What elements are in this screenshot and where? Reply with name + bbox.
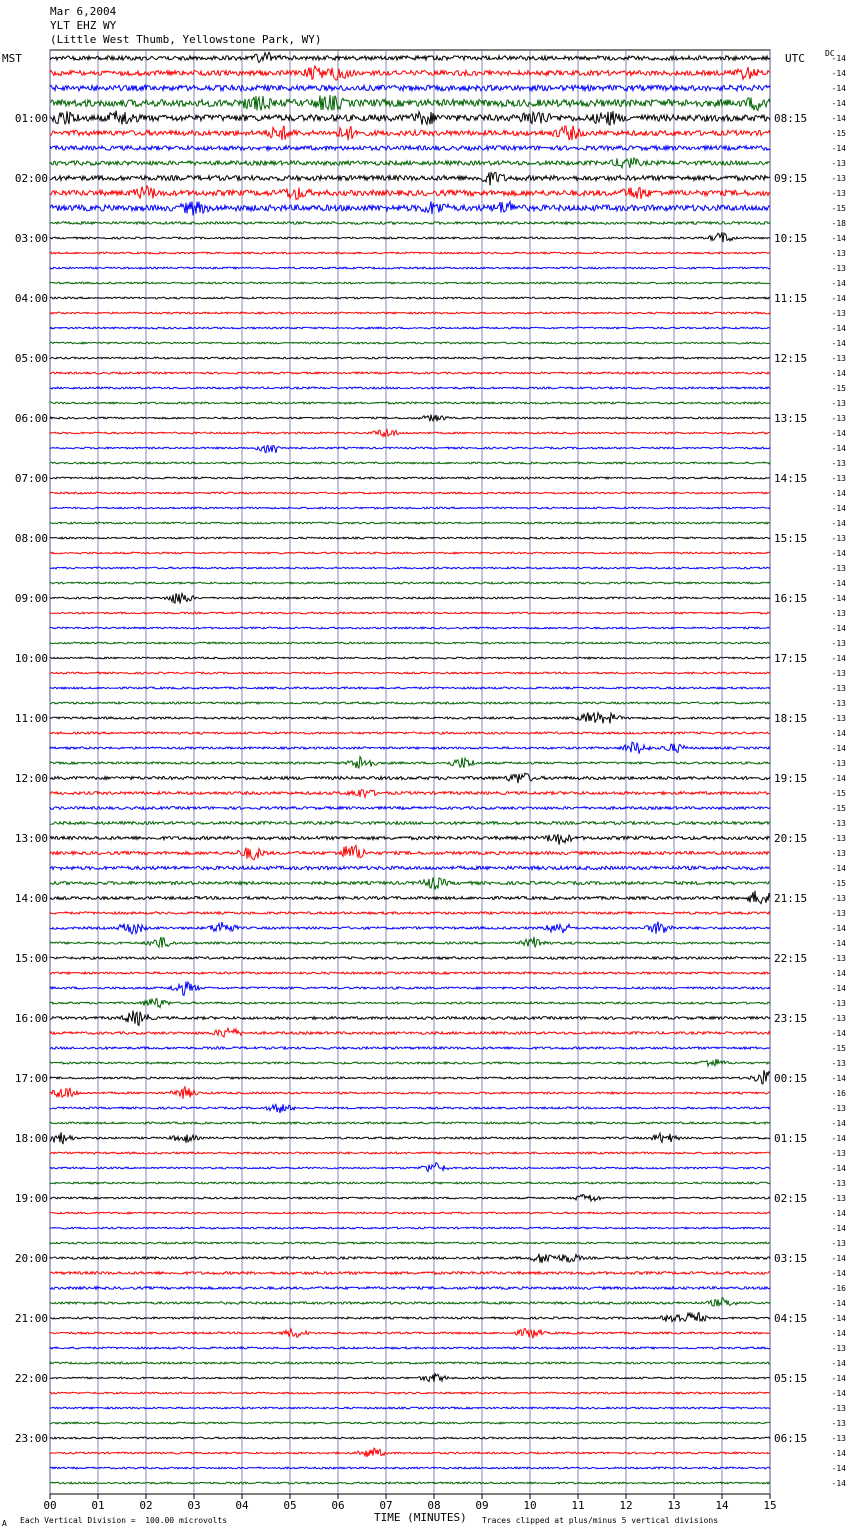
left-hour-label: 19:00 bbox=[14, 1192, 48, 1205]
x-tick-label: 00 bbox=[43, 1499, 57, 1512]
dc-offset-label: -13 bbox=[831, 249, 846, 258]
seismic-trace bbox=[50, 312, 770, 314]
right-hour-label: 22:15 bbox=[774, 952, 808, 965]
seismic-trace bbox=[50, 790, 770, 798]
seismic-trace bbox=[50, 267, 770, 269]
left-timezone-label: MST bbox=[2, 52, 22, 65]
dc-offset-label: -14 bbox=[831, 519, 846, 528]
dc-offset-label: -14 bbox=[831, 504, 846, 513]
dc-offset-label: -13 bbox=[831, 399, 846, 408]
dc-offset-label: -14 bbox=[831, 1254, 846, 1263]
dc-offset-label: -13 bbox=[831, 459, 846, 468]
seismic-trace bbox=[50, 1122, 770, 1124]
seismic-trace bbox=[50, 552, 770, 554]
dc-offset-label: -13 bbox=[831, 909, 846, 918]
dc-offset-label: -13 bbox=[831, 1239, 846, 1248]
seismic-trace bbox=[50, 1467, 770, 1469]
seismic-trace bbox=[50, 415, 770, 422]
dc-offset-label: -15 bbox=[831, 789, 846, 798]
dc-offset-label: -14 bbox=[831, 369, 846, 378]
seismic-trace bbox=[50, 172, 770, 185]
dc-offset-label: -13 bbox=[831, 684, 846, 693]
seismic-trace bbox=[50, 1347, 770, 1349]
dc-offset-label: -14 bbox=[831, 84, 846, 93]
dc-offset-label: -16 bbox=[831, 1284, 846, 1293]
dc-offset-label: -14 bbox=[831, 339, 846, 348]
x-tick-label: 01 bbox=[91, 1499, 105, 1512]
seismic-trace bbox=[50, 282, 770, 284]
seismic-trace bbox=[50, 201, 770, 215]
seismic-trace bbox=[50, 126, 770, 141]
left-hour-label: 02:00 bbox=[14, 172, 48, 185]
dc-offset-label: -14 bbox=[831, 144, 846, 153]
footer-clip-note: Traces clipped at plus/minus 5 vertical divisions bbox=[482, 1516, 719, 1525]
seismic-trace bbox=[50, 1328, 770, 1338]
seismic-trace bbox=[50, 845, 770, 859]
dc-offset-label: -13 bbox=[831, 1104, 846, 1113]
dc-offset-label: -13 bbox=[831, 849, 846, 858]
dc-offset-label: -14 bbox=[831, 744, 846, 753]
seismic-trace bbox=[50, 1028, 770, 1037]
seismic-trace bbox=[50, 822, 770, 825]
x-tick-label: 04 bbox=[235, 1499, 249, 1512]
right-hour-label: 06:15 bbox=[774, 1432, 808, 1445]
dc-offset-label: -14 bbox=[831, 1119, 846, 1128]
right-hour-label: 09:15 bbox=[774, 172, 808, 185]
seismic-trace bbox=[50, 773, 770, 783]
seismic-trace bbox=[50, 186, 770, 200]
station-code: YLT EHZ WY bbox=[50, 19, 117, 32]
seismic-trace bbox=[50, 567, 770, 569]
seismic-trace bbox=[50, 1227, 770, 1229]
dc-offset-label: -14 bbox=[831, 594, 846, 603]
seismic-trace bbox=[50, 252, 770, 254]
seismic-trace bbox=[50, 1182, 770, 1184]
seismic-trace bbox=[50, 1011, 770, 1026]
footer-scale: Each Vertical Division = 100.00 microvolts bbox=[20, 1516, 228, 1525]
dc-offset-label: -13 bbox=[831, 954, 846, 963]
x-tick-label: 10 bbox=[523, 1499, 537, 1512]
seismic-trace bbox=[50, 1212, 770, 1214]
dc-offset-label: -13 bbox=[831, 1344, 846, 1353]
dc-offset-label: -13 bbox=[831, 1014, 846, 1023]
seismic-trace bbox=[50, 1373, 770, 1382]
dc-offset-label: -13 bbox=[831, 159, 846, 168]
left-hour-label: 23:00 bbox=[14, 1432, 48, 1445]
x-tick-label: 09 bbox=[475, 1499, 489, 1512]
dc-offset-label: -14 bbox=[831, 429, 846, 438]
right-hour-label: 08:15 bbox=[774, 112, 808, 125]
dc-offset-label: -14 bbox=[831, 1479, 846, 1488]
dc-offset-label: -14 bbox=[831, 54, 846, 63]
seismic-trace bbox=[50, 807, 770, 810]
left-hour-label: 15:00 bbox=[14, 952, 48, 965]
dc-offset-label: -14 bbox=[831, 774, 846, 783]
dc-offset-label: -13 bbox=[831, 609, 846, 618]
dc-offset-label: -14 bbox=[831, 279, 846, 288]
dc-offset-label: -14 bbox=[831, 1389, 846, 1398]
dc-offset-label: -13 bbox=[831, 474, 846, 483]
dc-offset-label: -14 bbox=[831, 1269, 846, 1278]
seismic-trace bbox=[50, 445, 770, 453]
dc-offset-label: -14 bbox=[831, 1164, 846, 1173]
dc-offset-label: -13 bbox=[831, 669, 846, 678]
left-hour-label: 04:00 bbox=[14, 292, 48, 305]
seismic-trace bbox=[50, 146, 770, 150]
dc-offset-label: -14 bbox=[831, 984, 846, 993]
dc-offset-label: -15 bbox=[831, 384, 846, 393]
seismic-trace bbox=[50, 507, 770, 509]
seismic-trace bbox=[50, 1059, 770, 1066]
dc-offset-label: -14 bbox=[831, 969, 846, 978]
dc-offset-label: -13 bbox=[831, 264, 846, 273]
dc-offset-label: -15 bbox=[831, 204, 846, 213]
seismic-trace bbox=[50, 1104, 770, 1113]
seismic-trace bbox=[50, 1254, 770, 1263]
seismic-trace bbox=[50, 1392, 770, 1394]
dc-offset-label: -13 bbox=[831, 309, 846, 318]
seismic-trace bbox=[50, 111, 770, 126]
right-hour-label: 10:15 bbox=[774, 232, 808, 245]
right-hour-label: 23:15 bbox=[774, 1012, 808, 1025]
dc-offset-label: -14 bbox=[831, 654, 846, 663]
dc-offset-label: -13 bbox=[831, 759, 846, 768]
seismic-trace bbox=[50, 1272, 770, 1275]
left-hour-label: 22:00 bbox=[14, 1372, 48, 1385]
seismic-trace bbox=[50, 1163, 770, 1172]
seismic-trace bbox=[50, 732, 770, 734]
seismic-trace bbox=[50, 372, 770, 374]
seismic-trace bbox=[50, 357, 770, 359]
dc-offset-label: -13 bbox=[831, 1194, 846, 1203]
dc-offset-label: -14 bbox=[831, 1464, 846, 1473]
x-axis-title: TIME (MINUTES) bbox=[374, 1511, 467, 1524]
seismic-trace bbox=[50, 1070, 770, 1084]
dc-offset-label: -14 bbox=[831, 99, 846, 108]
left-hour-label: 06:00 bbox=[14, 412, 48, 425]
right-hour-label: 13:15 bbox=[774, 412, 808, 425]
left-hour-label: 10:00 bbox=[14, 652, 48, 665]
seismic-trace bbox=[50, 52, 770, 62]
seismic-trace bbox=[50, 713, 770, 724]
seismic-trace bbox=[50, 627, 770, 629]
dc-offset-label: -13 bbox=[831, 894, 846, 903]
right-hour-label: 16:15 bbox=[774, 592, 808, 605]
seismic-trace bbox=[50, 85, 770, 91]
dc-offset-label: -14 bbox=[831, 1449, 846, 1458]
dc-offset-label: -13 bbox=[831, 834, 846, 843]
right-hour-label: 05:15 bbox=[774, 1372, 808, 1385]
seismic-trace bbox=[50, 878, 770, 890]
seismic-trace bbox=[50, 1448, 770, 1457]
left-hour-label: 13:00 bbox=[14, 832, 48, 845]
dc-offset-label: -13 bbox=[831, 714, 846, 723]
left-hour-label: 21:00 bbox=[14, 1312, 48, 1325]
x-tick-label: 07 bbox=[379, 1499, 393, 1512]
seismic-trace bbox=[50, 687, 770, 689]
x-tick-label: 06 bbox=[331, 1499, 345, 1512]
seismic-trace bbox=[50, 1407, 770, 1409]
seismic-trace bbox=[50, 1482, 770, 1484]
right-hour-label: 20:15 bbox=[774, 832, 808, 845]
seismic-trace bbox=[50, 1152, 770, 1154]
right-hour-label: 14:15 bbox=[774, 472, 808, 485]
seismic-trace bbox=[50, 1362, 770, 1364]
seismic-trace bbox=[50, 66, 770, 80]
right-hour-label: 19:15 bbox=[774, 772, 808, 785]
x-tick-label: 13 bbox=[667, 1499, 681, 1512]
dc-offset-label: -13 bbox=[831, 354, 846, 363]
seismic-trace bbox=[50, 957, 770, 959]
seismic-trace bbox=[50, 1047, 770, 1049]
seismic-trace bbox=[50, 937, 770, 948]
seismic-trace bbox=[50, 158, 770, 168]
left-hour-label: 01:00 bbox=[14, 112, 48, 125]
dc-offset-label: -16 bbox=[831, 1089, 846, 1098]
seismic-trace bbox=[50, 1132, 770, 1144]
dc-offset-label: -13 bbox=[831, 1179, 846, 1188]
x-tick-label: 14 bbox=[715, 1499, 729, 1512]
dc-offset-label: -13 bbox=[831, 999, 846, 1008]
dc-offset-label: -13 bbox=[831, 174, 846, 183]
left-hour-label: 18:00 bbox=[14, 1132, 48, 1145]
dc-offset-label: -14 bbox=[831, 114, 846, 123]
dc-offset-label: -14 bbox=[831, 1209, 846, 1218]
seismic-trace bbox=[50, 1422, 770, 1424]
left-hour-label: 16:00 bbox=[14, 1012, 48, 1025]
right-hour-label: 17:15 bbox=[774, 652, 808, 665]
dc-offset-label: -14 bbox=[831, 324, 846, 333]
dc-offset-label: -14 bbox=[831, 234, 846, 243]
seismic-trace bbox=[50, 222, 770, 225]
dc-offset-label: -14 bbox=[831, 1314, 846, 1323]
seismic-trace bbox=[50, 522, 770, 524]
dc-offset-label: -14 bbox=[831, 729, 846, 738]
seismic-trace bbox=[50, 402, 770, 404]
dc-offset-label: -14 bbox=[831, 1329, 846, 1338]
dc-label: DC bbox=[825, 49, 835, 58]
x-tick-label: 11 bbox=[571, 1499, 585, 1512]
seismic-trace bbox=[50, 982, 770, 996]
dc-offset-label: -14 bbox=[831, 1299, 846, 1308]
left-hour-label: 05:00 bbox=[14, 352, 48, 365]
chart-date: Mar 6,2004 bbox=[50, 5, 117, 18]
seismic-trace bbox=[50, 702, 770, 704]
dc-offset-label: -14 bbox=[831, 1074, 846, 1083]
footer-mark: A bbox=[2, 1519, 7, 1528]
dc-offset-label: -14 bbox=[831, 1134, 846, 1143]
right-timezone-label: UTC bbox=[785, 52, 805, 65]
dc-offset-label: -14 bbox=[831, 939, 846, 948]
left-hour-label: 09:00 bbox=[14, 592, 48, 605]
x-tick-label: 02 bbox=[139, 1499, 153, 1512]
dc-offset-label: -13 bbox=[831, 414, 846, 423]
right-hour-label: 11:15 bbox=[774, 292, 808, 305]
x-tick-label: 15 bbox=[763, 1499, 777, 1512]
dc-offset-label: -13 bbox=[831, 1149, 846, 1158]
label-group bbox=[15, 54, 846, 1512]
dc-offset-label: -14 bbox=[831, 1374, 846, 1383]
dc-offset-label: -13 bbox=[831, 1059, 846, 1068]
dc-offset-label: -14 bbox=[831, 549, 846, 558]
dc-offset-label: -14 bbox=[831, 924, 846, 933]
seismic-trace bbox=[50, 972, 770, 974]
dc-offset-label: -13 bbox=[831, 819, 846, 828]
seismic-trace bbox=[50, 342, 770, 344]
dc-offset-label: -14 bbox=[831, 1029, 846, 1038]
seismic-trace bbox=[50, 537, 770, 539]
right-hour-label: 12:15 bbox=[774, 352, 808, 365]
dc-offset-label: -15 bbox=[831, 1044, 846, 1053]
dc-offset-label: -13 bbox=[831, 1404, 846, 1413]
seismic-trace bbox=[50, 492, 770, 494]
x-tick-label: 03 bbox=[187, 1499, 201, 1512]
seismic-trace bbox=[50, 1437, 770, 1439]
seismic-trace bbox=[50, 922, 770, 934]
seismic-trace bbox=[50, 912, 770, 914]
seismic-trace bbox=[50, 232, 770, 242]
left-hour-label: 20:00 bbox=[14, 1252, 48, 1265]
left-hour-label: 08:00 bbox=[14, 532, 48, 545]
right-hour-label: 21:15 bbox=[774, 892, 808, 905]
seismic-trace bbox=[50, 866, 770, 870]
seismic-trace bbox=[50, 891, 770, 904]
seismic-trace bbox=[50, 1298, 770, 1307]
dc-offset-label: -14 bbox=[831, 1224, 846, 1233]
x-tick-label: 08 bbox=[427, 1499, 441, 1512]
right-hour-label: 15:15 bbox=[774, 532, 808, 545]
seismic-trace bbox=[50, 1287, 770, 1290]
seismic-trace bbox=[50, 757, 770, 769]
seismic-trace bbox=[50, 642, 770, 644]
dc-offset-label: -14 bbox=[831, 864, 846, 873]
seismic-trace bbox=[50, 999, 770, 1008]
seismic-trace bbox=[50, 593, 770, 603]
seismic-trace bbox=[50, 462, 770, 464]
x-tick-label: 12 bbox=[619, 1499, 633, 1512]
right-hour-label: 04:15 bbox=[774, 1312, 808, 1325]
dc-offset-label: -18 bbox=[831, 219, 846, 228]
right-hour-label: 18:15 bbox=[774, 712, 808, 725]
seismic-trace bbox=[50, 612, 770, 614]
seismic-trace bbox=[50, 1242, 770, 1244]
dc-offset-label: -13 bbox=[831, 564, 846, 573]
dc-offset-label: -15 bbox=[831, 804, 846, 813]
trace-group bbox=[50, 52, 770, 1484]
dc-offset-label: -13 bbox=[831, 1419, 846, 1428]
left-hour-label: 14:00 bbox=[14, 892, 48, 905]
seismic-trace bbox=[50, 430, 770, 437]
dc-offset-label: -15 bbox=[831, 879, 846, 888]
seismic-trace bbox=[50, 742, 770, 754]
dc-offset-label: -15 bbox=[831, 129, 846, 138]
seismic-trace bbox=[50, 297, 770, 299]
dc-offset-label: -13 bbox=[831, 534, 846, 543]
dc-offset-label: -14 bbox=[831, 444, 846, 453]
seismic-trace bbox=[50, 1195, 770, 1202]
left-hour-label: 12:00 bbox=[14, 772, 48, 785]
seismic-trace bbox=[50, 477, 770, 479]
seismic-trace bbox=[50, 1313, 770, 1322]
left-hour-label: 17:00 bbox=[14, 1072, 48, 1085]
right-hour-label: 03:15 bbox=[774, 1252, 808, 1265]
dc-offset-label: -14 bbox=[831, 1359, 846, 1368]
seismic-trace bbox=[50, 1087, 770, 1099]
seismic-trace bbox=[50, 672, 770, 674]
seismic-trace bbox=[50, 582, 770, 584]
left-hour-label: 03:00 bbox=[14, 232, 48, 245]
dc-offset-label: -13 bbox=[831, 639, 846, 648]
dc-offset-label: -13 bbox=[831, 699, 846, 708]
dc-offset-label: -14 bbox=[831, 69, 846, 78]
dc-offset-label: -13 bbox=[831, 189, 846, 198]
right-hour-label: 02:15 bbox=[774, 1192, 808, 1205]
left-hour-label: 07:00 bbox=[14, 472, 48, 485]
seismic-trace bbox=[50, 95, 770, 110]
x-tick-label: 05 bbox=[283, 1499, 297, 1512]
left-hour-label: 11:00 bbox=[14, 712, 48, 725]
seismic-trace bbox=[50, 387, 770, 389]
dc-offset-label: -14 bbox=[831, 579, 846, 588]
seismic-trace bbox=[50, 327, 770, 329]
dc-offset-label: -14 bbox=[831, 294, 846, 303]
dc-offset-label: -14 bbox=[831, 624, 846, 633]
right-hour-label: 01:15 bbox=[774, 1132, 808, 1145]
seismic-trace bbox=[50, 834, 770, 845]
station-location: (Little West Thumb, Yellowstone Park, WY) bbox=[50, 33, 322, 46]
dc-offset-label: -13 bbox=[831, 1434, 846, 1443]
dc-offset-label: -14 bbox=[831, 489, 846, 498]
seismic-trace bbox=[50, 657, 770, 659]
right-hour-label: 00:15 bbox=[774, 1072, 808, 1085]
